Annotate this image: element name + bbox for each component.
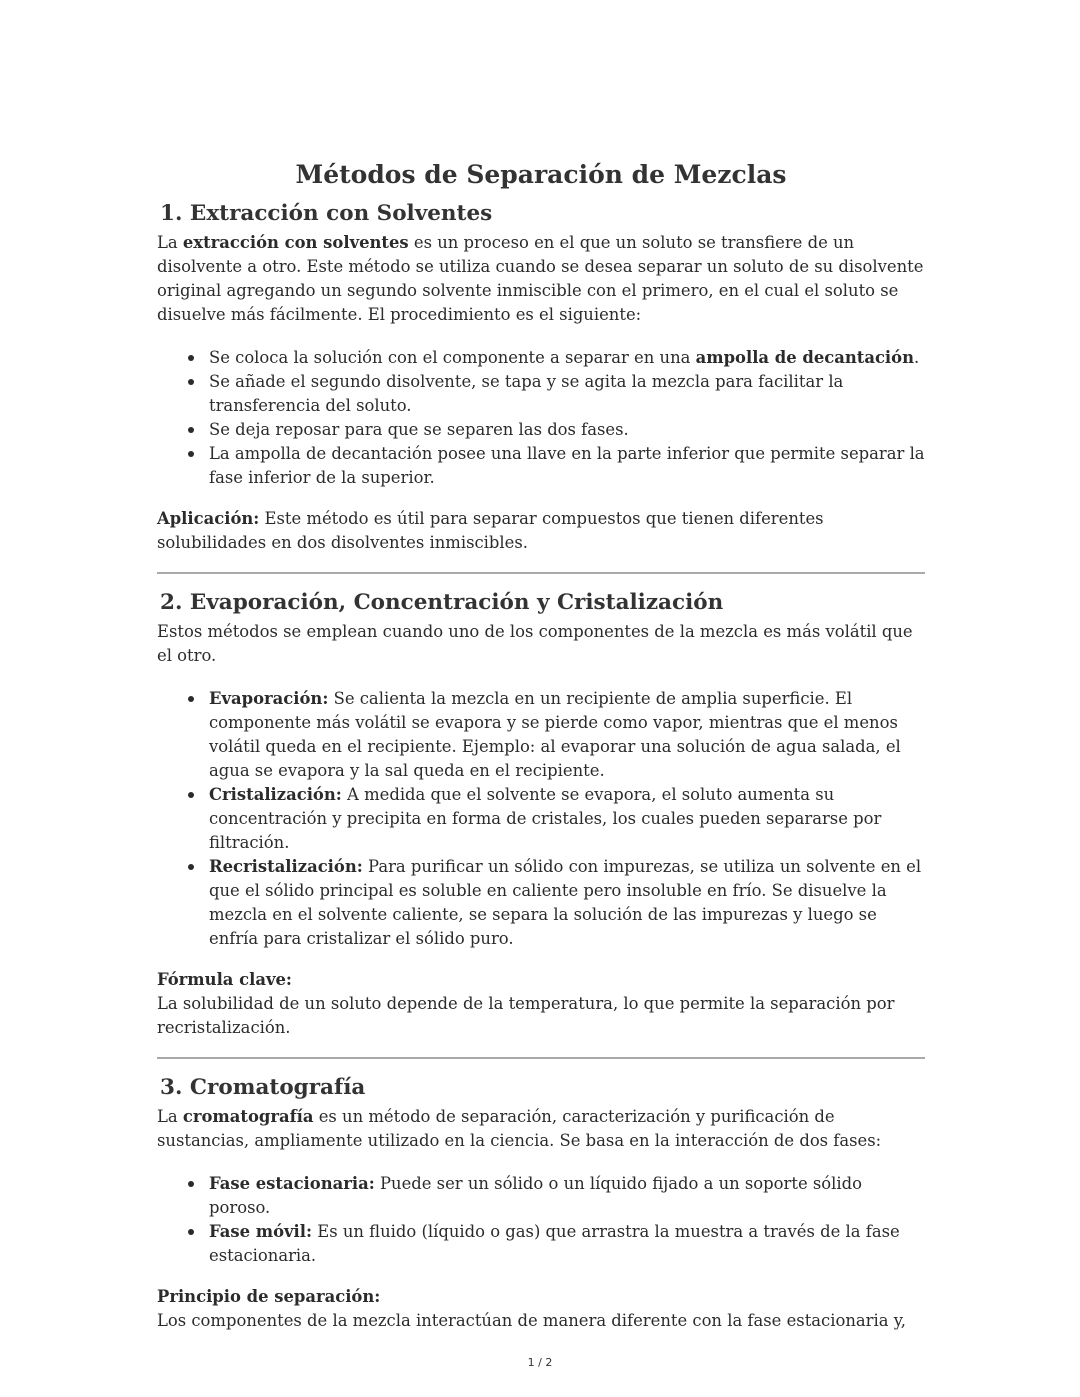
list-item: Cristalización: A medida que el solvente se evapora, el soluto aumenta su concentración y precipita en forma de cristales, los cuales pueden separarse por filtración.: [209, 783, 925, 855]
list-item: Fase estacionaria: Puede ser un sólido o un líquido fijado a un soporte sólido poroso.: [209, 1172, 925, 1220]
list-item: Recristalización: Para purificar un sólido con impurezas, se utiliza un solvente en el que el sólido principal es soluble en caliente pero insoluble en frío. Se disuelve la mezcla en el solvente caliente, se separa la solución de las impurezas y luego se enfría para cristalizar el sólido puro.: [209, 855, 925, 951]
list-item: Evaporación: Se calienta la mezcla en un recipiente de amplia superficie. El componente más volátil se evapora y se pierde como vapor, mientras que el menos volátil queda en el recipiente. Ejemplo: al evaporar una solución de agua salada, el agua se evapora y la sal queda en el recipiente.: [209, 687, 925, 783]
section-extraccion: [157, 199, 925, 555]
section-cromatografia: [157, 1073, 925, 1333]
list-item: La ampolla de decantación posee una llave en la parte inferior que permite separar la fase inferior de la superior.: [209, 442, 925, 490]
section-intro: Estos métodos se emplean cuando uno de los componentes de la mezcla es más volátil que el otro.: [157, 622, 913, 665]
section-evaporacion: [157, 588, 925, 1040]
section-heading: 1. Extracción con Solventes: [160, 201, 493, 226]
page-number: 1 / 2: [527, 1356, 553, 1369]
list-item: Fase móvil: Es un fluido (líquido o gas) que arrastra la muestra a través de la fase estacionaria.: [209, 1220, 925, 1268]
list-item: Se coloca la solución con el componente a separar en una ampolla de decantación.: [209, 346, 925, 370]
methods-list: [157, 687, 925, 951]
section-intro: La extracción con solventes es un proceso en el que un soluto se transfiere de un disolvente a otro. Este método se utiliza cuando se desea separar un soluto de su disolvente original agregando un segundo solvente inmiscible con el primero, en el cual el soluto se disuelve más fácilmente. El procedimiento es el siguiente:: [157, 233, 924, 324]
section-heading: 3. Cromatografía: [160, 1075, 366, 1100]
principle-label: Principio de separación:: [157, 1287, 381, 1306]
formula-text: La solubilidad de un soluto depende de la temperatura, lo que permite la separación por recristalización.: [157, 994, 895, 1037]
phases-list: [157, 1172, 925, 1268]
list-item: Se deja reposar para que se separen las dos fases.: [209, 418, 925, 442]
formula-label: Fórmula clave:: [157, 970, 292, 989]
section-divider: [157, 572, 925, 574]
document-page: [157, 157, 925, 1333]
procedure-list: [157, 346, 925, 490]
section-heading: 2. Evaporación, Concentración y Cristalización: [160, 590, 724, 615]
principle-text: Los componentes de la mezcla interactúan de manera diferente con la fase estacionaria y,: [157, 1311, 907, 1330]
section-divider: [157, 1057, 925, 1059]
list-item: Se añade el segundo disolvente, se tapa y se agita la mezcla para facilitar la transferencia del soluto.: [209, 370, 925, 418]
application-note: Aplicación: Este método es útil para separar compuestos que tienen diferentes solubilidades en dos disolventes inmiscibles.: [157, 509, 824, 552]
page-title: Métodos de Separación de Mezclas: [295, 160, 787, 189]
section-intro: La cromatografía es un método de separación, caracterización y purificación de sustancias, ampliamente utilizado en la ciencia. Se basa en la interacción de dos fases:: [157, 1107, 882, 1150]
